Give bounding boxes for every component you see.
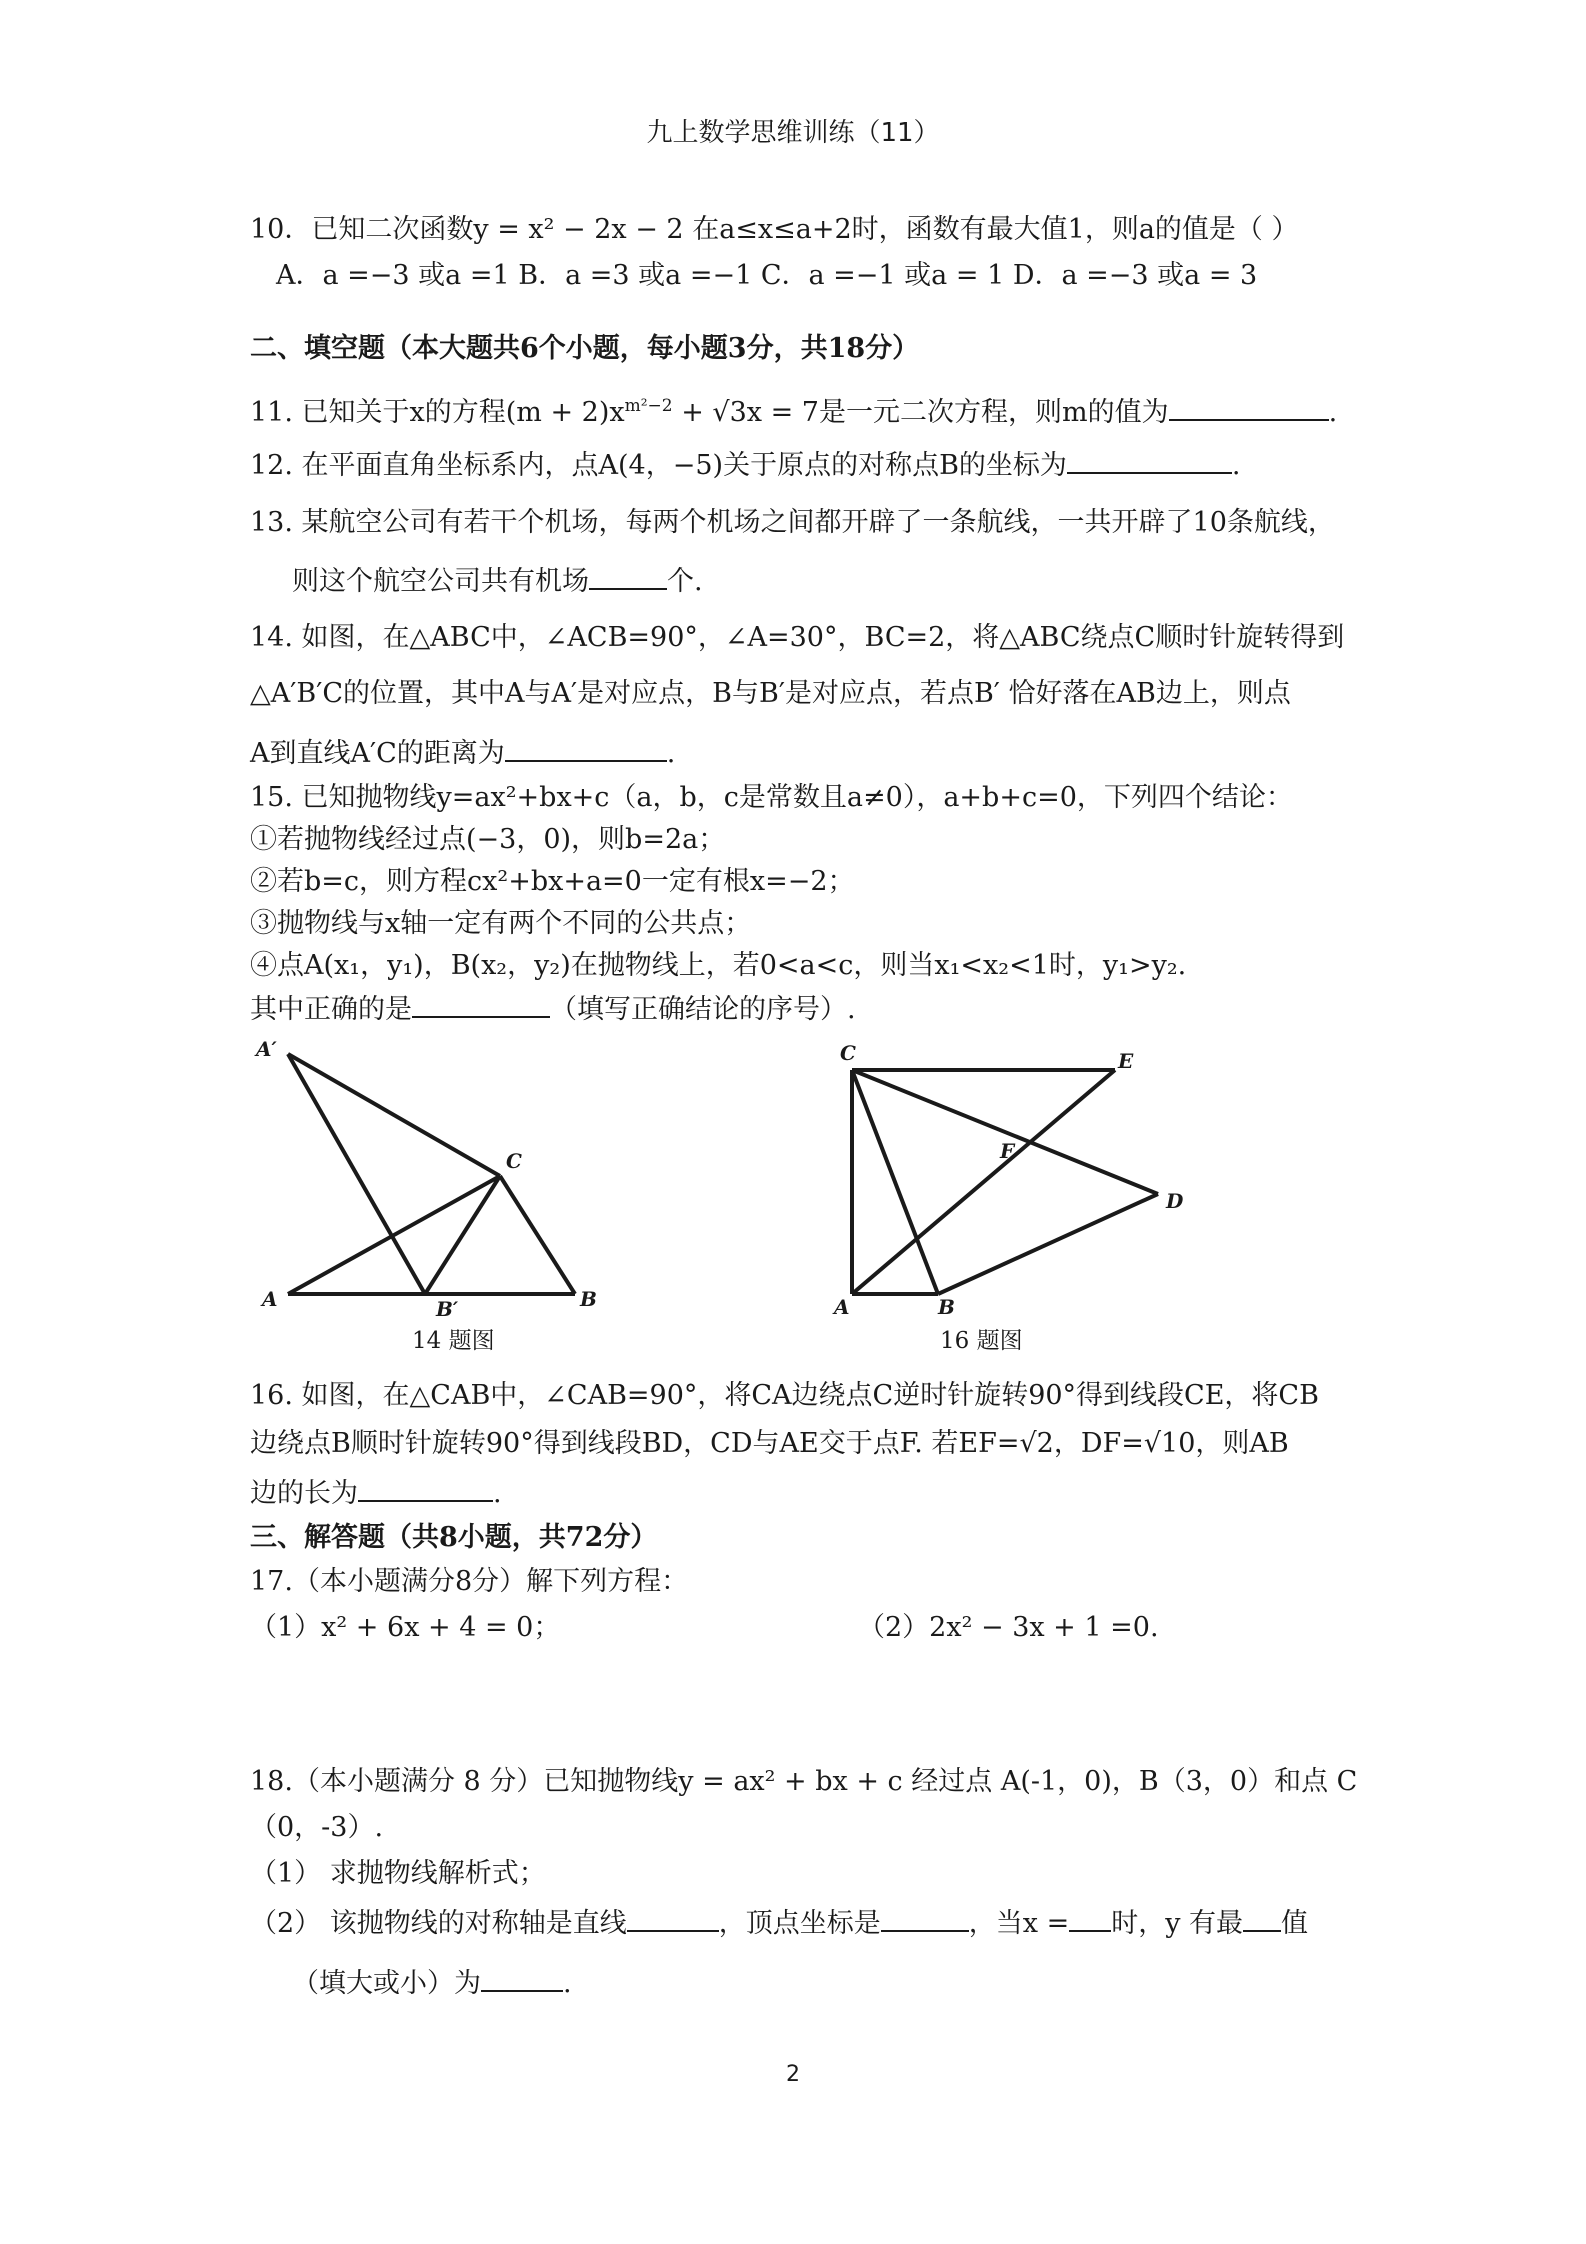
fig16-label-d: D [1166, 1189, 1184, 1213]
section2-heading: 二、填空题（本大题共6个小题，每小题3分，共18分） [250, 333, 920, 364]
q13-line2-end: 个. [667, 566, 703, 597]
q18-extreme-blank[interactable] [1243, 1904, 1281, 1932]
q10-options: A．a =−3 或a =1 B．a =3 或a =−1 C．a =−1 或a = 1 D．a =−3 或a = 3 [276, 260, 1258, 291]
fig16-label-e: E [1118, 1049, 1134, 1073]
q18-part2-e: y 有最 [1165, 1908, 1244, 1939]
fig16-label-f: F [1000, 1139, 1015, 1163]
q11 [250, 388, 1337, 431]
q15-conclusion-3: ③抛物线与x轴一定有两个不同的公共点； [250, 908, 752, 939]
q15-end [250, 990, 856, 1028]
section3-heading: 三、解答题（共8小题，共72分） [250, 1522, 658, 1553]
q14-line1: 14. 如图，在△ABC中，∠ACB=90°，∠A=30°，BC=2，将△ABC绕点C顺时针旋转得到 [250, 622, 1345, 653]
q18-part2-d: 时， [1111, 1908, 1166, 1939]
q15-answer-blank[interactable] [412, 990, 550, 1018]
q15-conclusion-4: ④点A(x₁，y₁)，B(x₂，y₂)在抛物线上，若0<a<c，则当x₁<x₂<1时，y₁>y₂. [250, 950, 1187, 981]
q13-line2-pre: 则这个航空公司共有机场 [292, 566, 589, 597]
q16-line3-end: . [493, 1478, 502, 1509]
q17-stem: 17.（本小题满分8分）解下列方程： [250, 1566, 689, 1597]
q18-value-blank[interactable] [481, 1964, 563, 1992]
fig16-label-c: C [840, 1041, 856, 1065]
q15-conclusion-2: ②若b=c，则方程cx²+bx+a=0一定有根x=−2； [250, 866, 855, 897]
q18-line2: （0，-3）. [250, 1812, 384, 1843]
q12-end: . [1231, 450, 1241, 481]
fig16-caption: 16 题图 [940, 1328, 1023, 1354]
q18-part2 [250, 1904, 1308, 1942]
q18-part2-f: 值 [1281, 1908, 1309, 1939]
q15-end-post: （填写正确结论的序号）. [550, 994, 856, 1025]
fig14-label-b-prime: B′ [436, 1297, 459, 1320]
fig14-label-b: B [580, 1287, 597, 1311]
q11-pre: 11. 已知关于x的方程(m + 2)x [250, 397, 625, 428]
q14-line3-end: . [666, 738, 676, 769]
fig14-caption: 14 题图 [412, 1328, 495, 1354]
q10-stem: 10．已知二次函数y = x² − 2x − 2 在a≤x≤a+2时，函数有最大值1，则a的值是（ ） [250, 214, 1299, 245]
q13-line1: 13. 某航空公司有若干个机场，每两个机场之间都开辟了一条航线，一共开辟了10条航线， [250, 507, 1335, 538]
q16-line3-pre: 边的长为 [250, 1478, 358, 1509]
fig16-label-b: B [938, 1295, 955, 1319]
q13-answer-blank[interactable] [589, 562, 667, 590]
figure-14 [250, 1040, 610, 1320]
q14-answer-blank[interactable] [505, 734, 667, 762]
q15-end-pre: 其中正确的是 [250, 994, 412, 1025]
q11-sup: m²−2 [624, 396, 673, 416]
figure-16 [820, 1040, 1200, 1320]
fig14-label-c: C [506, 1149, 522, 1173]
q11-post: + √3x = 7是一元二次方程，则m的值为 [672, 397, 1169, 428]
q18-part3 [292, 1964, 572, 2002]
q14-line2: △A′B′C的位置，其中A与A′是对应点，B与B′是对应点，若点B′ 恰好落在AB边上，则点 [250, 678, 1291, 709]
q16-line2: 边绕点B顺时针旋转90°得到线段BD，CD与AE交于点F. 若EF=√2，DF=√10，则AB [250, 1428, 1289, 1459]
q11-end: . [1328, 397, 1338, 428]
q12 [250, 446, 1241, 484]
q16-line1: 16. 如图，在△CAB中，∠CAB=90°，将CA边绕点C逆时针旋转90°得到线段CE，将CB [250, 1380, 1319, 1411]
q18-part2-c: ，当x = [968, 1908, 1070, 1939]
q18-x-blank[interactable] [1069, 1904, 1111, 1932]
q12-answer-blank[interactable] [1067, 446, 1232, 474]
fig14-label-a-prime: A′ [256, 1040, 277, 1061]
q18-part1: （1） 求抛物线解析式； [250, 1858, 546, 1889]
q15-conclusion-1: ①若抛物线经过点(−3，0)，则b=2a； [250, 824, 726, 855]
fig16-label-a: A [834, 1295, 850, 1319]
q17-part1: （1）x² + 6x + 4 = 0； [250, 1612, 561, 1643]
page-number: 2 [786, 2062, 800, 2087]
q18-vertex-blank[interactable] [881, 1904, 969, 1932]
q17-part2: （2）2x² − 3x + 1 =0. [858, 1612, 1159, 1643]
q18-part2-b: ，顶点坐标是 [718, 1908, 881, 1939]
q16-line3 [250, 1474, 502, 1512]
q18-line1: 18.（本小题满分 8 分）已知抛物线y = ax² + bx + c 经过点 A(-1，0)，B（3，0）和点 C [250, 1766, 1358, 1797]
page-title: 九上数学思维训练（11） [646, 118, 940, 148]
q12-pre: 12. 在平面直角坐标系内，点A(4，−5)关于原点的对称点B的坐标为 [250, 450, 1067, 481]
q18-part3-pre: （填大或小）为 [292, 1968, 481, 1999]
q16-answer-blank[interactable] [358, 1474, 493, 1502]
q18-axis-blank[interactable] [627, 1904, 719, 1932]
q11-answer-blank[interactable] [1169, 393, 1329, 421]
q15-stem: 15. 已知抛物线y=ax²+bx+c（a，b，c是常数且a≠0），a+b+c=0，下列四个结论： [250, 782, 1293, 813]
fig14-label-a: A [262, 1287, 278, 1311]
q18-part2-a: （2） 该抛物线的对称轴是直线 [250, 1908, 627, 1939]
q18-part3-end: . [563, 1968, 572, 1999]
q14-line3 [250, 734, 675, 772]
q13-line2 [292, 562, 703, 600]
q14-line3-pre: A到直线A′C的距离为 [250, 738, 505, 769]
